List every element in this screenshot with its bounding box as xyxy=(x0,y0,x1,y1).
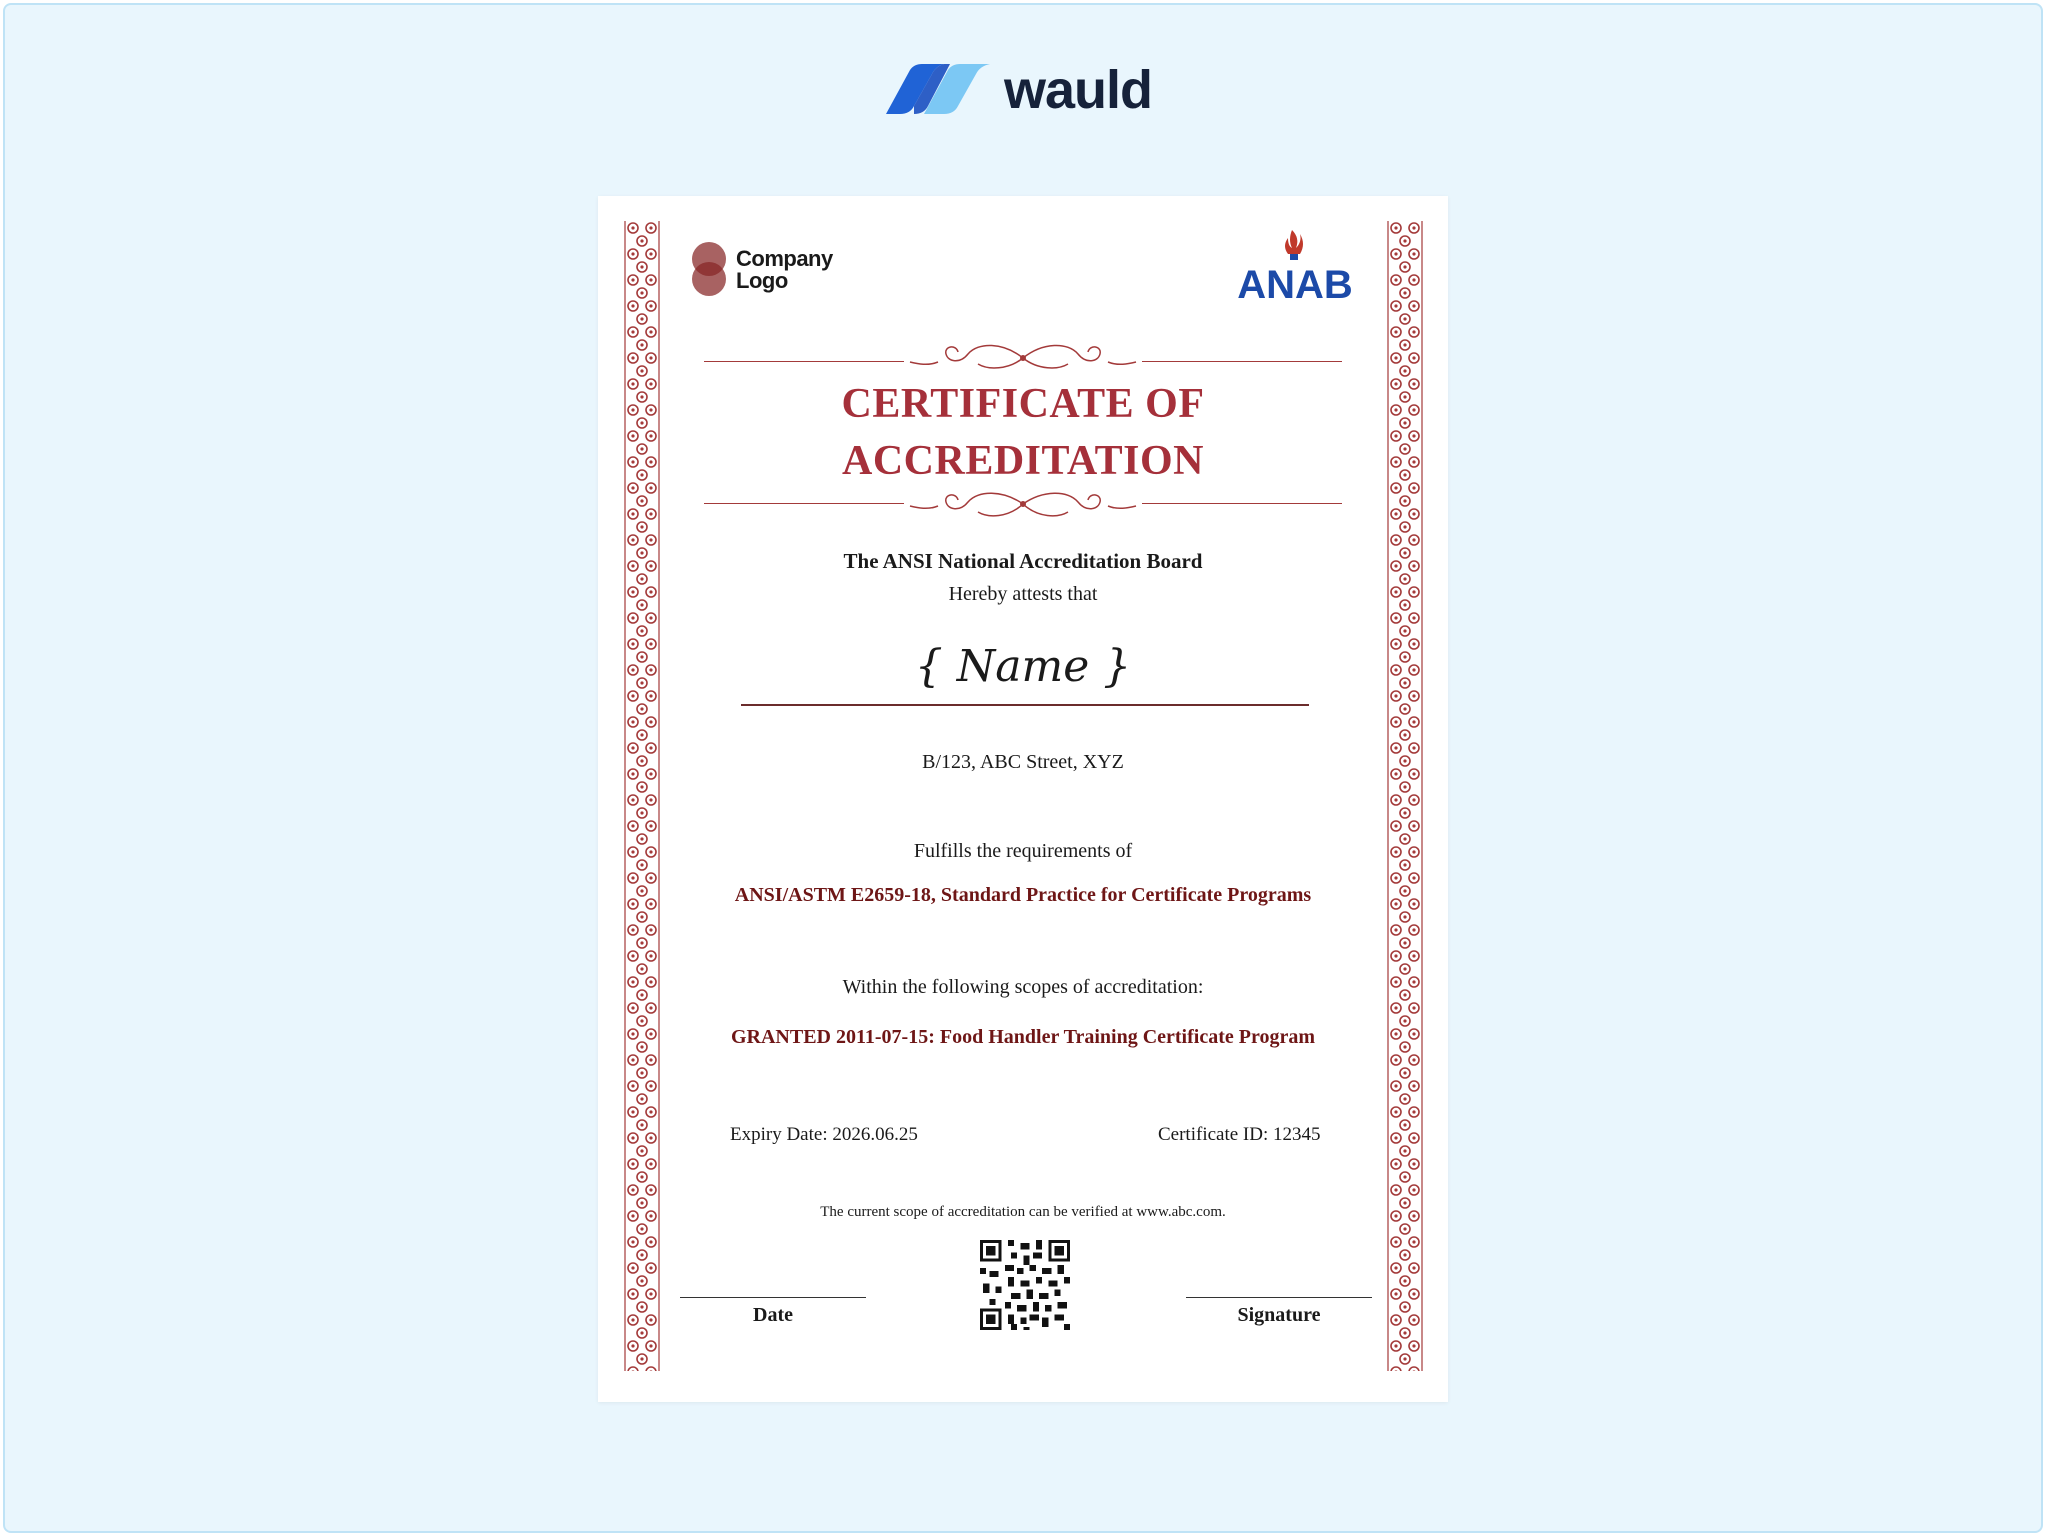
wauld-logo-icon xyxy=(880,62,994,118)
signature-line xyxy=(1186,1297,1372,1298)
company-logo-text: Company Logo xyxy=(736,246,833,293)
svg-text:ANAB: ANAB xyxy=(1237,263,1353,304)
certificate-id: Certificate ID: 12345 xyxy=(1158,1124,1321,1145)
qr-code-icon xyxy=(980,1240,1070,1330)
fulfills-text: Fulfills the requirements of xyxy=(913,840,1133,862)
expiry-date: Expiry Date: 2026.06.25 xyxy=(730,1124,918,1145)
top-flourish-ornament xyxy=(908,336,1138,376)
date-line xyxy=(680,1297,866,1298)
certificate-paper xyxy=(598,196,1448,1402)
bottom-rule-left xyxy=(704,503,904,504)
recipient-address: B/123, ABC Street, XYZ xyxy=(922,751,1124,773)
company-logo xyxy=(690,240,850,300)
brand-name: wauld xyxy=(1004,60,1153,120)
recipient-name: { Name } xyxy=(914,641,1132,692)
top-rule-left xyxy=(704,361,904,362)
scope-intro-text: Within the following scopes of accreditation: xyxy=(842,976,1204,998)
bottom-flourish-ornament xyxy=(908,486,1138,526)
date-label: Date xyxy=(753,1304,793,1326)
top-rule-right xyxy=(1142,361,1342,362)
accreditation-board: The ANSI National Accreditation Board xyxy=(843,549,1203,573)
standard-text: ANSI/ASTM E2659-18, Standard Practice for Certificate Programs xyxy=(734,884,1312,906)
anab-logo xyxy=(1226,226,1364,304)
certificate-title: CERTIFICATE OF ACCREDITATION xyxy=(841,381,1205,484)
granted-scope-text: GRANTED 2011-07-15: Food Handler Training Certificate Program xyxy=(730,1026,1316,1048)
ornamental-border-left xyxy=(623,221,661,1371)
company-logo-icon xyxy=(690,242,730,298)
ornamental-border-right xyxy=(1386,221,1424,1371)
name-underline xyxy=(741,704,1309,706)
verification-note: The current scope of accreditation can be verified at www.abc.com. xyxy=(820,1204,1226,1220)
bottom-rule-right xyxy=(1142,503,1342,504)
brand-header xyxy=(880,60,1152,120)
signature-label: Signature xyxy=(1237,1304,1321,1326)
attest-text: Hereby attests that xyxy=(948,583,1098,605)
